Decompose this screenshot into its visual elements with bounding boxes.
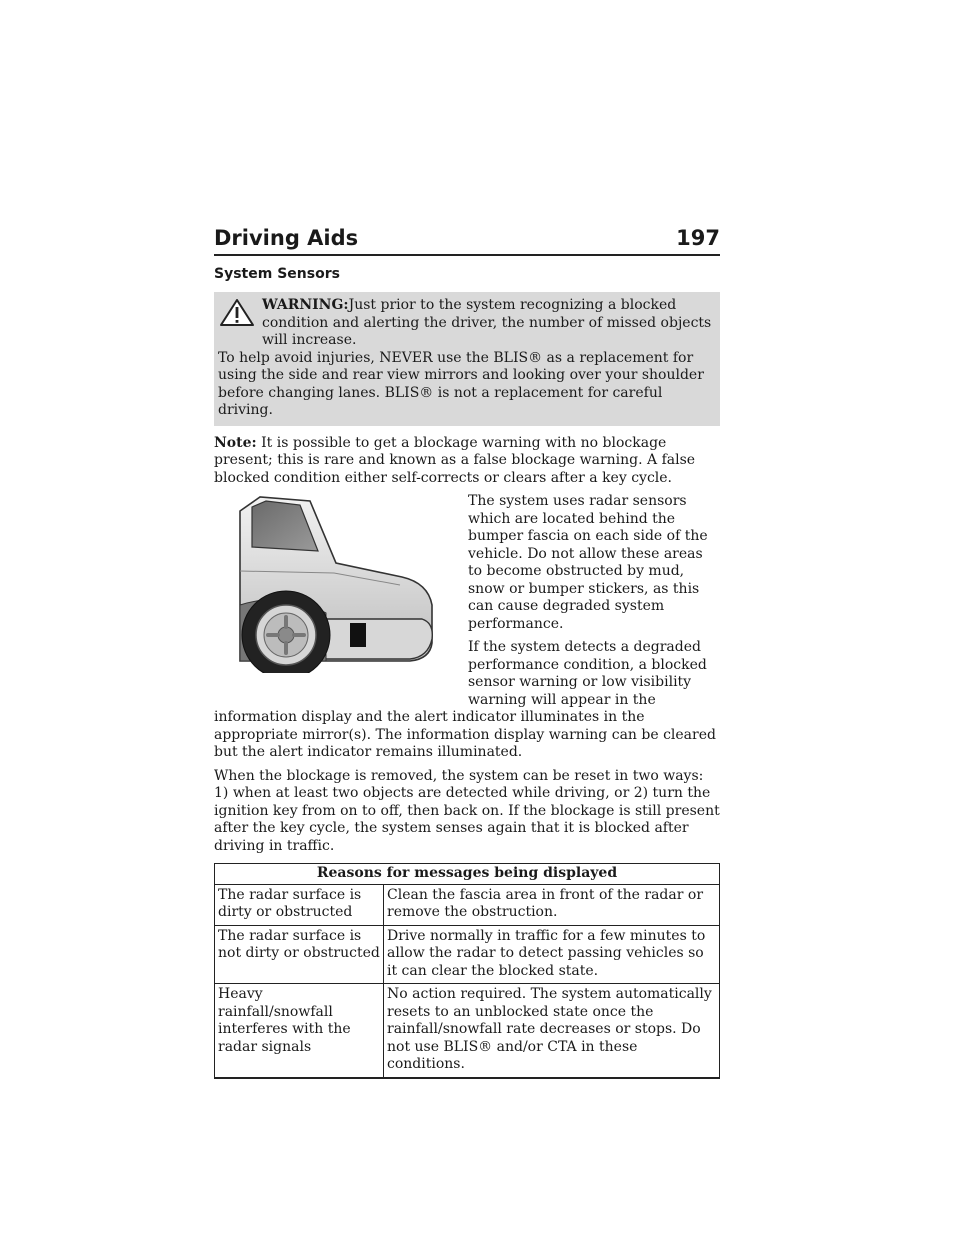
table-cell-cause: Heavy rainfall/snowfall interferes with the radar signals — [215, 984, 384, 1078]
note-label: Note: — [214, 434, 257, 451]
radar-sensors-paragraph: The system uses radar sensors which are located behind the bumper fascia on each side of the vehicle. Do not allow these areas to become obstructed by mud, snow or bumper stickers, as this can cause degraded system performance. — [468, 493, 708, 632]
table-cell-action: Drive normally in traffic for a few minutes to allow the radar to detect passing vehicles so it can clear the blocked state. — [384, 925, 720, 984]
degraded-paragraph-end: information display and the alert indicator illuminates in the appropriate mirror(s). The information display warning can be cleared but the alert indicator remains illuminated. — [214, 709, 716, 760]
figure-side-text — [468, 493, 720, 709]
table-cell-action: Clean the fascia area in front of the radar or remove the obstruction. — [384, 884, 720, 925]
table-cell-cause: The radar surface is dirty or obstructed — [215, 884, 384, 925]
degraded-paragraph-start: If the system detects a degraded performance condition, a blocked sensor warning or low visibility warning will appear in the — [468, 639, 707, 708]
table-row — [215, 984, 720, 1078]
warning-triangle-icon — [218, 297, 256, 327]
page-number: 197 — [676, 226, 720, 250]
warning-text-first: WARNING:Just prior to the system recognizing a blocked condition and alerting the driver, the number of missed objects will increase. — [262, 297, 712, 348]
page-header — [214, 226, 720, 256]
warning-label: WARNING: — [262, 297, 349, 313]
warning-text-rest: To help avoid injuries, NEVER use the BLIS® as a replacement for using the side and rear view mirrors and looking over your shoulder before changing lanes. BLIS® is not a replacement for careful driving. — [218, 349, 704, 418]
table-row — [215, 884, 720, 925]
manual-page — [214, 226, 720, 1079]
warning-box — [214, 292, 720, 426]
car-rear-bumper-sensor-illustration — [214, 493, 460, 673]
reasons-table — [214, 863, 720, 1079]
table-cell-action: No action required. The system automatically resets to an unblocked state once the rainfall/snowfall rate decreases or stops. Do not use BLIS® and/or CTA in these conditions. — [384, 984, 720, 1078]
chapter-title: Driving Aids — [214, 226, 359, 250]
figure-section — [214, 493, 720, 709]
table-header: Reasons for messages being displayed — [215, 864, 720, 885]
note-paragraph: Note: It is possible to get a blockage warning with no blockage present; this is rare and known as a false blockage warning. A false blocked condition either self-corrects or clears after a key cycle. — [214, 434, 696, 486]
table-row — [215, 925, 720, 984]
reset-paragraph: When the blockage is removed, the system can be reset in two ways: 1) when at least two objects are detected while driving, or 2) turn the ignition key from on to off, then back on. If the blockage is still present after the key cycle, the system senses again that it is blocked after driving in traffic. — [214, 767, 720, 854]
table-cell-cause: The radar surface is not dirty or obstructed — [215, 925, 384, 984]
section-heading: System Sensors — [214, 266, 340, 282]
